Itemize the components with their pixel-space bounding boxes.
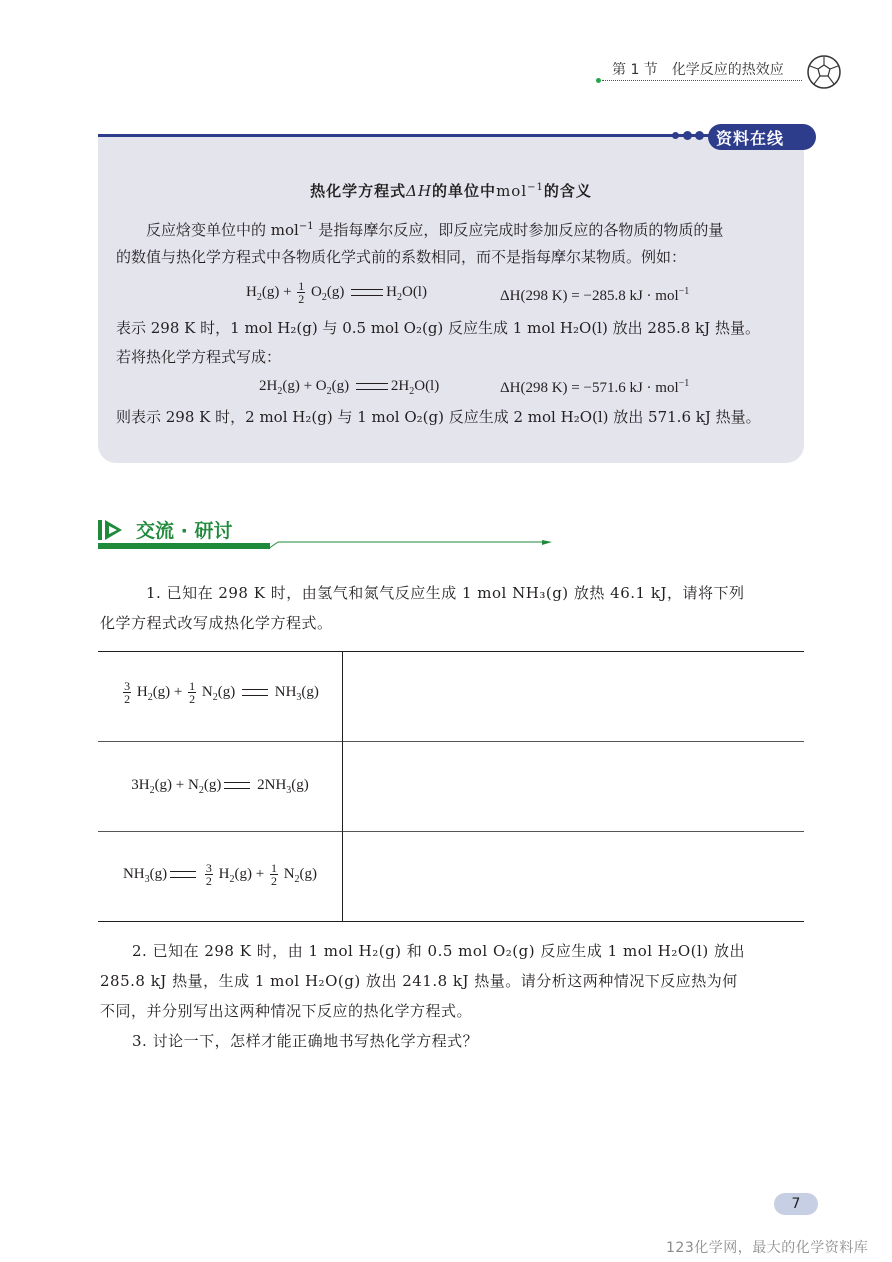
info-paragraph-line: 若将热化学方程式写成： xyxy=(116,348,282,366)
section-underline xyxy=(268,540,552,552)
chapter-header xyxy=(612,59,784,79)
table-cell-equation-2: $3H_2(g) + N_2(g)$ $2NH_3(g)$ xyxy=(131,777,309,796)
chain-dot xyxy=(672,132,679,139)
info-paragraph-line: 则表示 298 K 时，2 mol H₂(g) 与 1 mol O₂(g) 反应生成 2 mol H₂O(l) 放出 571.6 kJ 热量。 xyxy=(116,408,761,426)
equation-2: $2H_2(g) + O_2(g)$ $2H_2O(l)$ xyxy=(259,378,440,397)
info-paragraph-line: 的数值与热化学方程式中各物质化学式前的系数相同，而不是指每摩尔某物质。例如： xyxy=(116,248,687,266)
table-cell-equation-1: $\frac{3}{2}$ $H_2(g)$ + $\frac{1}{2}$ $N_2(g)$ $NH_3(g)$ xyxy=(124,679,319,706)
equation-2-enthalpy: ΔH(298 K) = −571.6 kJ · mol$^{-1}$ xyxy=(500,378,690,396)
question-2-line: 285.8 kJ 热量，生成 1 mol H₂O(g) 放出 241.8 kJ 热量。请分析这两种情况下反应热为何 xyxy=(100,972,738,990)
header-dot xyxy=(596,78,601,83)
section-title: 化学反应的热效应 xyxy=(671,62,784,78)
table-bottom-border xyxy=(98,921,804,922)
info-paragraph-line: 反应焓变单位中的 mol$^{-1}$ 是指每摩尔反应，即反应完成时参加反应的各物质的物质的量 xyxy=(146,221,724,239)
page-number: 7 xyxy=(774,1193,818,1215)
section-number: 第 1 节 xyxy=(612,62,658,78)
info-box-top-rule xyxy=(98,134,718,137)
equation-1: $H_2(g)$ + $\frac{1}{2}$ $O_2(g)$ $H_2O(l)$ xyxy=(246,279,427,306)
question-2-line: 2. 已知在 298 K 时，由 1 mol H₂(g) 和 0.5 mol O₂(g) 反应生成 1 mol H₂O(l) 放出 xyxy=(132,942,745,960)
question-1-line: 化学方程式改写成热化学方程式。 xyxy=(100,614,333,632)
fullerene-icon xyxy=(806,54,842,90)
play-arrow-icon xyxy=(98,518,124,542)
table-column-divider xyxy=(342,652,343,922)
table-row-divider xyxy=(98,741,804,742)
question-3: 3. 讨论一下，怎样才能正确地书写热化学方程式？ xyxy=(132,1032,479,1050)
table-top-border xyxy=(98,651,804,652)
section-heading: 交流 · 研讨 xyxy=(136,520,233,542)
info-badge: 资料在线 xyxy=(708,124,816,150)
section-band xyxy=(98,543,270,549)
header-dotted-line xyxy=(602,80,802,81)
info-paragraph-line: 表示 298 K 时，1 mol H₂(g) 与 0.5 mol O₂(g) 反应生成 1 mol H₂O(l) 放出 285.8 kJ 热量。 xyxy=(116,319,760,337)
question-2-line: 不同，并分别写出这两种情况下反应的热化学方程式。 xyxy=(100,1002,473,1020)
question-1-line: 1. 已知在 298 K 时，由氢气和氮气反应生成 1 mol NH₃(g) 放热 46.1 kJ，请将下列 xyxy=(146,584,745,602)
info-box-title: 热化学方程式ΔH的单位中mol$^{-1}$的含义 xyxy=(310,182,592,200)
chain-dot xyxy=(695,131,704,140)
equation-1-enthalpy: ΔH(298 K) = −285.8 kJ · mol$^{-1}$ xyxy=(500,286,690,304)
table-cell-equation-3: $NH_3(g)$ $\frac{3}{2}$ $H_2(g)$ + $\frac{1}{2}$ $N_2(g)$ xyxy=(122,861,318,888)
footer-watermark: 123化学网，最大的化学资料库 xyxy=(666,1240,869,1256)
table-row-divider xyxy=(98,831,804,832)
chain-dot xyxy=(683,131,692,140)
